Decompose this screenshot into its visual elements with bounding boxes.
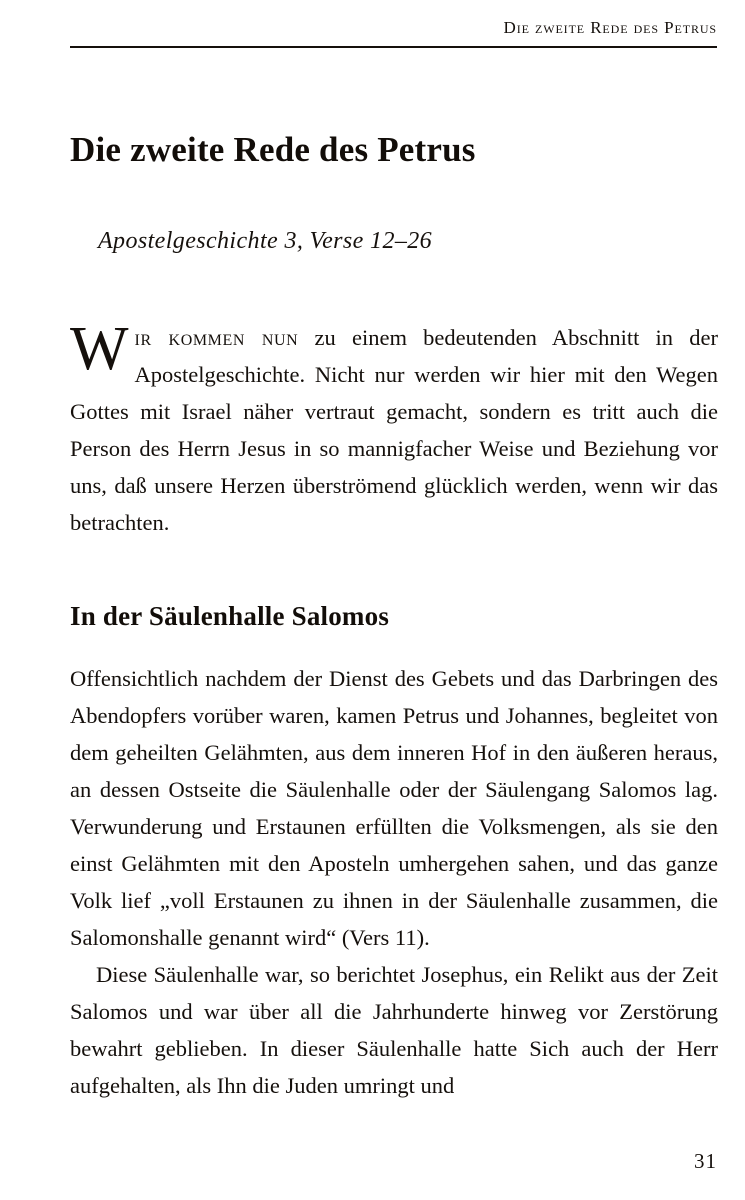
intro-text: zu einem bedeutenden Abschnitt in der Apostelgeschichte. Nicht nur werden wir hier mit den Wegen Gottes mit Israel näher vertraut gemacht, sondern es tritt auch die Person des Herrn Jesus in so mannigfacher Weise und Beziehung vor uns, daß unsere Herzen überströmend glücklich werden, wenn wir das betrachten. xyxy=(70,325,718,536)
intro-lead-smallcaps: ir kommen nun xyxy=(134,325,299,351)
section-paragraph-2: Diese Säulenhalle war, so berichtet Josephus, ein Relikt aus der Zeit Salomos und war über all die Jahrhunderte hinweg vor Zerstörung bewahrt geblieben. In dieser Säulenhalle hatte Sich auch der Herr aufgehalten, als Ihn die Juden umringt und xyxy=(70,962,718,1099)
running-head: Die zweite Rede des Petrus xyxy=(503,18,717,37)
drop-cap: W xyxy=(70,315,129,384)
section-heading: In der Säulenhalle Salomos xyxy=(70,601,390,632)
intro-paragraph xyxy=(70,315,718,541)
page-number: 31 xyxy=(694,1149,717,1173)
intro-block xyxy=(70,315,718,541)
section-paragraph-1: Offensichtlich nachdem der Dienst des Gebets und das Darbringen des Abendopfers vorüber waren, kamen Petrus und Johannes, begleitet von dem geheilten Gelähmten, aus dem inneren Hof in den äußeren heraus, an dessen Ostseite die Säulenhalle oder der Säulengang Salomos lag. Verwunderung und Erstaunen erfüllten die Volksmengen, als sie den einst Gelähmten mit den Aposteln umhergehen sahen, und das ganze Volk lief „voll Erstaunen zu ihnen in der Säulenhalle zusammen, die Salomonshalle genannt wird“ (Vers 11). xyxy=(70,666,718,951)
page-title: Die zweite Rede des Petrus xyxy=(70,130,476,169)
chapter-subtitle: Apostelgeschichte 3, Verse 12–26 xyxy=(98,228,433,255)
header-rule xyxy=(70,46,717,48)
page-content xyxy=(70,130,718,1104)
